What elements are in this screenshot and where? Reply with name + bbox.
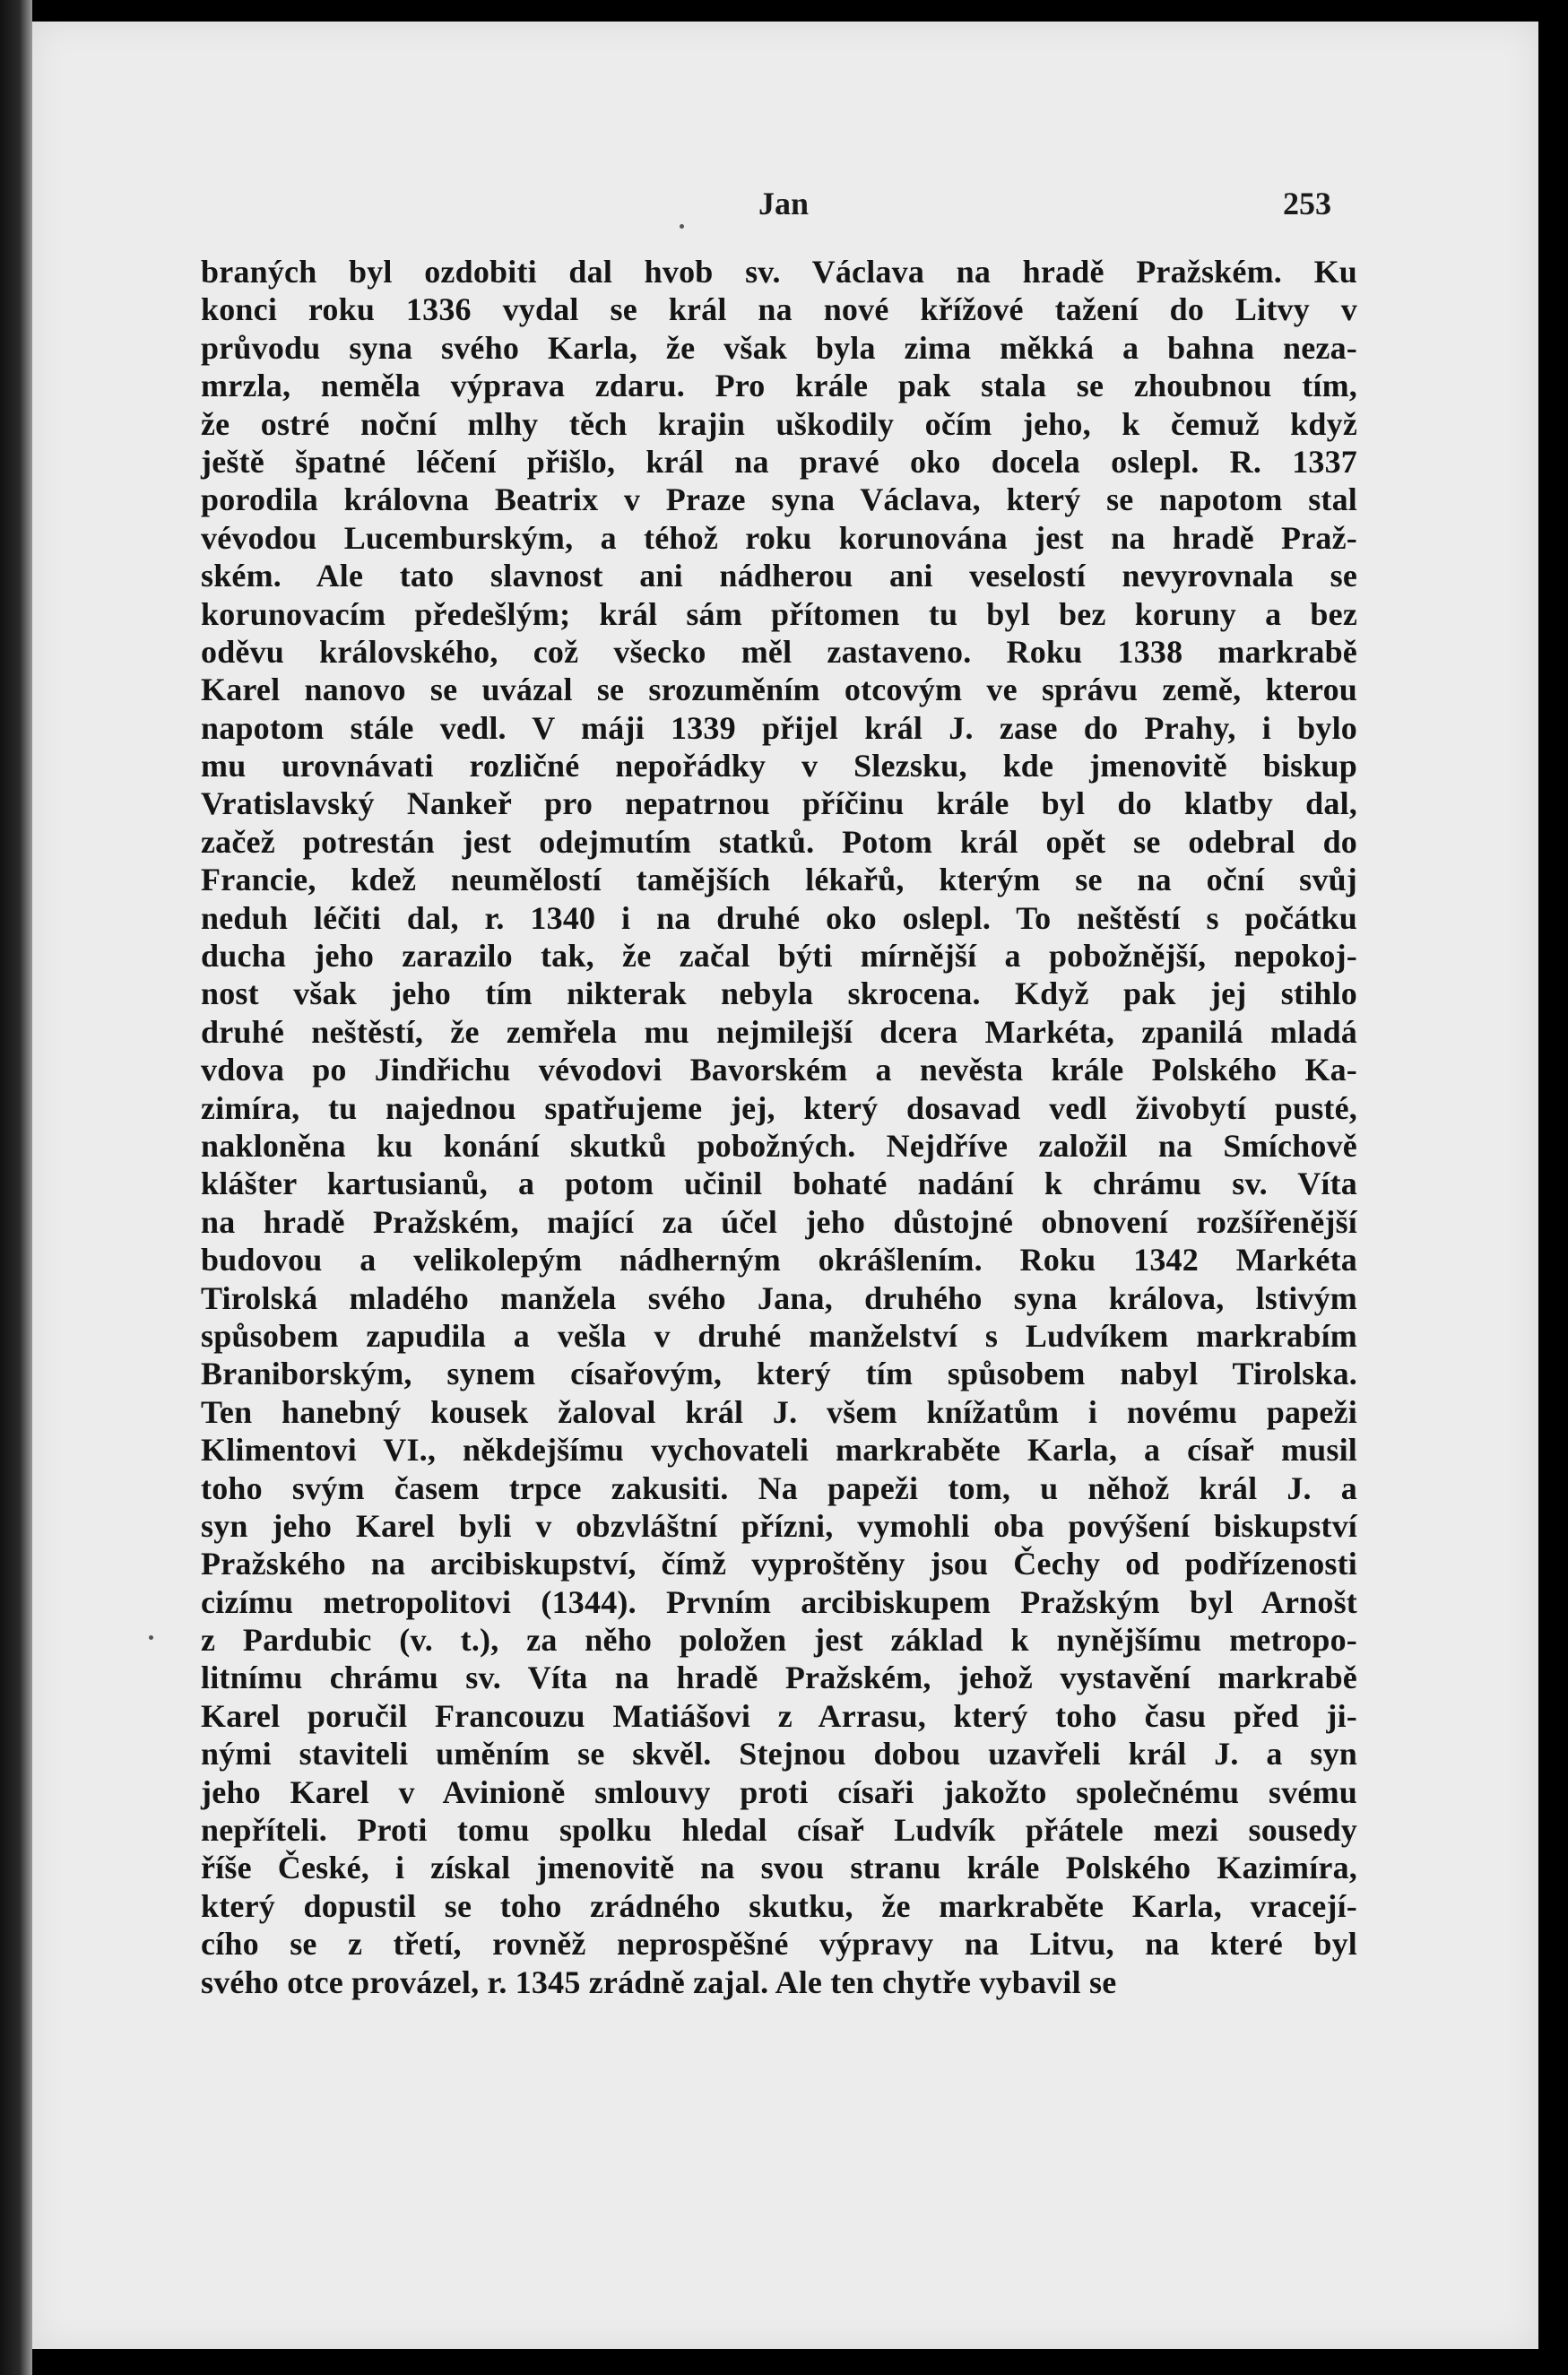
text-line: toho svým časem trpce zakusiti. Na papeži tom, u něhož král J. a — [201, 1469, 1357, 1506]
text-line: nost však jeho tím nikterak nebyla skrocena. Když pak jej stihlo — [201, 975, 1357, 1012]
text-line: ském. Ale tato slavnost ani nádherou ani veselostí nevyrovnala se — [201, 558, 1357, 594]
text-line: Braniborským, synem císařovým, který tím spůsobem nabyl Tirolska. — [201, 1356, 1357, 1392]
text-line: říše České, i získal jmenovitě na svou stranu krále Polského Kazimíra, — [201, 1850, 1357, 1886]
text-line: cího se z třetí, rovněž neprospěšné výpravy na Litvu, na které byl — [201, 1926, 1357, 1963]
scan-left-edge — [0, 0, 32, 2375]
text-line: Tirolská mladého manžela svého Jana, druhého syna králova, lstivým — [201, 1279, 1357, 1316]
print-speck — [149, 1635, 153, 1640]
text-line: napotom stále vedl. V máji 1339 přijel král J. zase do Prahy, i bylo — [201, 709, 1357, 746]
text-line: spůsobem zapudila a vešla v druhé manželství s Ludvíkem markrabím — [201, 1317, 1357, 1354]
text-line: Francie, kdež neumělostí tamějších lékařů, kterým se na oční svůj — [201, 862, 1357, 898]
text-line: ještě špatné léčení přišlo, král na pravé oko docela oslepl. R. 1337 — [201, 443, 1357, 480]
text-line: Karel poručil Francouzu Matiášovi z Arrasu, který toho času před ji- — [201, 1697, 1357, 1734]
text-line: konci roku 1336 vydal se král na nové křížové tažení do Litvy v — [201, 291, 1357, 328]
print-speck — [680, 224, 684, 229]
text-line: syn jeho Karel byli v obzvláštní přízni, vymohli oba povýšení biskupství — [201, 1507, 1357, 1544]
text-line: z Pardubic (v. t.), za něho položen jest základ k nynějšímu metropo- — [201, 1622, 1357, 1659]
text-line: Klimentovi VI., někdejšímu vychovateli markraběte Karla, a císař musil — [201, 1432, 1357, 1469]
text-line: vdova po Jindřichu vévodovi Bavorském a nevěsta krále Polského Ka- — [201, 1052, 1357, 1088]
text-line: oděvu královského, což všecko měl zastaveno. Roku 1338 markrabě — [201, 633, 1357, 670]
text-line: neduh léčiti dal, r. 1340 i na druhé oko oslepl. To neštěstí s počátku — [201, 899, 1357, 936]
page-number: 253 — [1283, 186, 1331, 221]
text-line: korunovacím předešlým; král sám přítomen tu byl bez koruny a bez — [201, 595, 1357, 632]
body-text — [201, 253, 1357, 2001]
text-line: nými staviteli uměním se skvěl. Stejnou dobou uzavřeli král J. a syn — [201, 1736, 1357, 1773]
book-page — [32, 22, 1538, 2349]
text-line: nepříteli. Proti tomu spolku hledal císař Ludvík přátele mezi sousedy — [201, 1812, 1357, 1849]
text-line: na hradě Pražském, mající za účel jeho důstojné obnovení rozšířenější — [201, 1203, 1357, 1240]
text-line: vévodou Lucemburským, a téhož roku korunována jest na hradě Praž- — [201, 519, 1357, 556]
text-line: litnímu chrámu sv. Víta na hradě Pražském, jehož vystavění markrabě — [201, 1660, 1357, 1696]
page-header — [32, 156, 1538, 221]
text-line: průvodu syna svého Karla, že však byla zima měkká a bahna neza- — [201, 329, 1357, 366]
text-line: Pražského na arcibiskupství, čímž vyproštěny jsou Čechy od podřízenosti — [201, 1546, 1357, 1582]
text-line: že ostré noční mlhy těch krajin uškodily očím jeho, k čemuž když — [201, 405, 1357, 442]
text-line: ducha jeho zarazilo tak, že začal býti mírnější a pobožnější, nepokoj- — [201, 938, 1357, 975]
text-line: druhé neštěstí, že zemřela mu nejmilejší dcera Markéta, zpanilá mladá — [201, 1013, 1357, 1050]
text-line: jeho Karel v Avinioně smlouvy proti císaři jakožto společnému svému — [201, 1773, 1357, 1810]
text-line: braných byl ozdobiti dal hvob sv. Václava na hradě Pražském. Ku — [201, 254, 1357, 290]
text-line: porodila královna Beatrix v Praze syna Václava, který se napotom stal — [201, 481, 1357, 518]
text-line: Ten hanebný kousek žaloval král J. všem knížatům i novému papeži — [201, 1393, 1357, 1430]
running-head: Jan — [758, 186, 810, 221]
text-line: mu urovnávati rozličné nepořádky v Slezsku, kde jmenovitě biskup — [201, 748, 1357, 784]
text-line: začež potrestán jest odejmutím statků. Potom král opět se odebral do — [201, 823, 1357, 860]
text-line: mrzla, neměla výprava zdaru. Pro krále pak stala se zhoubnou tím, — [201, 368, 1357, 404]
text-line: klášter kartusianů, a potom učinil bohaté nadání k chrámu sv. Víta — [201, 1166, 1357, 1202]
text-line: Karel nanovo se uvázal se srozuměním otcovým ve správu země, kterou — [201, 672, 1357, 708]
text-line: budovou a velikolepým nádherným okrášlením. Roku 1342 Markéta — [201, 1242, 1357, 1279]
text-line: který dopustil se toho zrádného skutku, že markraběte Karla, vracejí- — [201, 1887, 1357, 1924]
text-line: svého otce provázel, r. 1345 zrádně zajal. Ale ten chytře vybavil se — [201, 1963, 1117, 2000]
text-line: Vratislavský Nankeř pro nepatrnou příčinu krále byl do klatby dal, — [201, 785, 1357, 822]
text-line: zimíra, tu najednou spatřujeme jej, který dosavad vedl živobytí pusté, — [201, 1089, 1357, 1126]
text-line: cizímu metropolitovi (1344). Prvním arcibiskupem Pražským byl Arnošt — [201, 1583, 1357, 1620]
text-line: nakloněna ku konání skutků pobožných. Nejdříve založil na Smíchově — [201, 1127, 1357, 1164]
